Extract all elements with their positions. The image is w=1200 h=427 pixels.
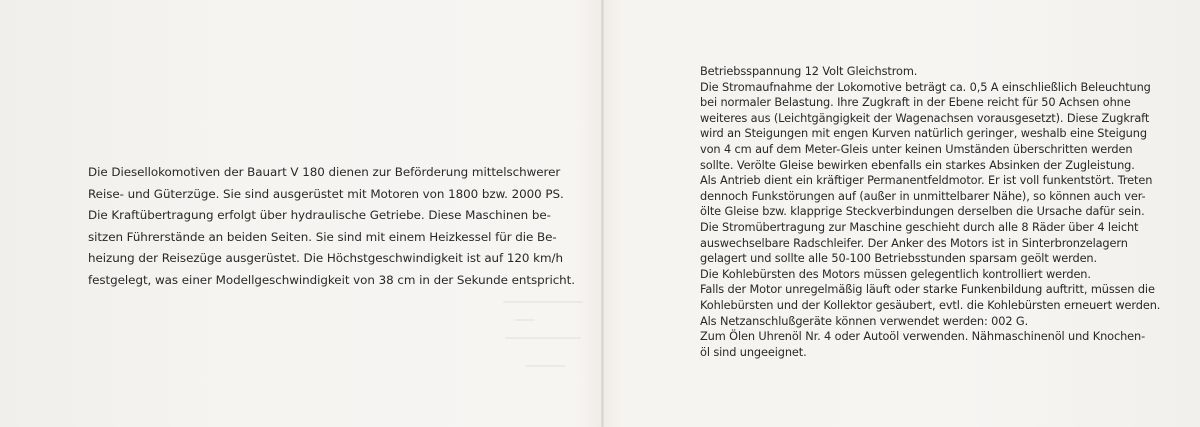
text-line: ölte Gleise bzw. klapprige Steckverbindungen derselben die Ursache dafür sein. bbox=[700, 204, 1145, 219]
text-line: Reise- und Güterzüge. Sie sind ausgerüstet mit Motoren von 1800 bzw. 2000 PS. bbox=[88, 186, 564, 201]
text-line: Die Kohlebürsten des Motors müssen gelegentlich kontrolliert werden. bbox=[700, 266, 1091, 281]
text-line: sollte. Verölte Gleise bewirken ebenfalls ein starkes Absinken der Zugleistung. bbox=[700, 157, 1135, 172]
text-line: Die Stromaufnahme der Lokomotive beträgt ca. 0,5 A einschließlich Beleuchtung bbox=[700, 79, 1151, 94]
text-line: auswechselbare Radschleifer. Der Anker des Motors ist in Sinterbronzelagern bbox=[700, 235, 1128, 250]
text-line: Falls der Motor unregelmäßig läuft oder starke Funkenbildung auftritt, müssen die bbox=[700, 282, 1155, 297]
text-line: Betriebsspannung 12 Volt Gleichstrom. bbox=[700, 64, 918, 78]
text-line: dennoch Funkstörungen auf (außer in unmittelbarer Nähe), so können auch ver- bbox=[700, 188, 1146, 203]
text-line: öl sind ungeeignet. bbox=[700, 344, 807, 359]
right-page bbox=[604, 0, 1200, 427]
text-line: Die Kraftübertragung erfolgt über hydraulische Getriebe. Diese Maschinen be- bbox=[88, 208, 551, 223]
text-line: Als Antrieb dient ein kräftiger Permanentfeldmotor. Er ist voll funkentstört. Treten bbox=[700, 173, 1153, 188]
text-line: wird an Steigungen mit engen Kurven natürlich geringer, weshalb eine Steigung bbox=[700, 126, 1147, 141]
text-line: Kohlebürsten und der Kollektor gesäubert, evtl. die Kohlebürsten erneuert werden. bbox=[700, 297, 1161, 312]
text-line: festgelegt, was einer Modellgeschwindigkeit von 38 cm in der Sekunde entspricht. bbox=[88, 272, 576, 287]
text-line: sitzen Führerstände an beiden Seiten. Sie sind mit einem Heizkessel für die Be- bbox=[88, 229, 557, 244]
text-line: Zum Ölen Uhrenöl Nr. 4 oder Autoöl verwenden. Nähmaschinenöl und Knochen- bbox=[700, 329, 1146, 344]
text-line: Die Stromübertragung zur Maschine geschieht durch alle 8 Räder über 4 leicht bbox=[700, 219, 1139, 234]
text-line: weiteres aus (Leichtgängigkeit der Wagenachsen vorausgesetzt). Diese Zugkraft bbox=[700, 110, 1150, 125]
text-line: heizung der Reisezüge ausgerüstet. Die Höchstgeschwindigkeit ist auf 120 km/h bbox=[88, 251, 563, 266]
text-line: gelagert und sollte alle 50-100 Betriebsstunden sparsam geölt werden. bbox=[700, 251, 1097, 266]
text-line: Die Diesellokomotiven der Bauart V 180 dienen zur Beförderung mittelschwerer bbox=[88, 165, 561, 179]
text-line: Als Netzanschlußgeräte können verwendet werden: 002 G. bbox=[700, 313, 1029, 328]
text-line: von 4 cm auf dem Meter-Gleis unter keinen Umständen überschritten werden bbox=[700, 141, 1133, 156]
show-through-marks bbox=[495, 295, 587, 375]
left-page-text bbox=[88, 162, 575, 292]
text-line: bei normaler Belastung. Ihre Zugkraft in der Ebene reicht für 50 Achsen ohne bbox=[700, 95, 1131, 110]
right-page-text bbox=[700, 64, 1160, 360]
